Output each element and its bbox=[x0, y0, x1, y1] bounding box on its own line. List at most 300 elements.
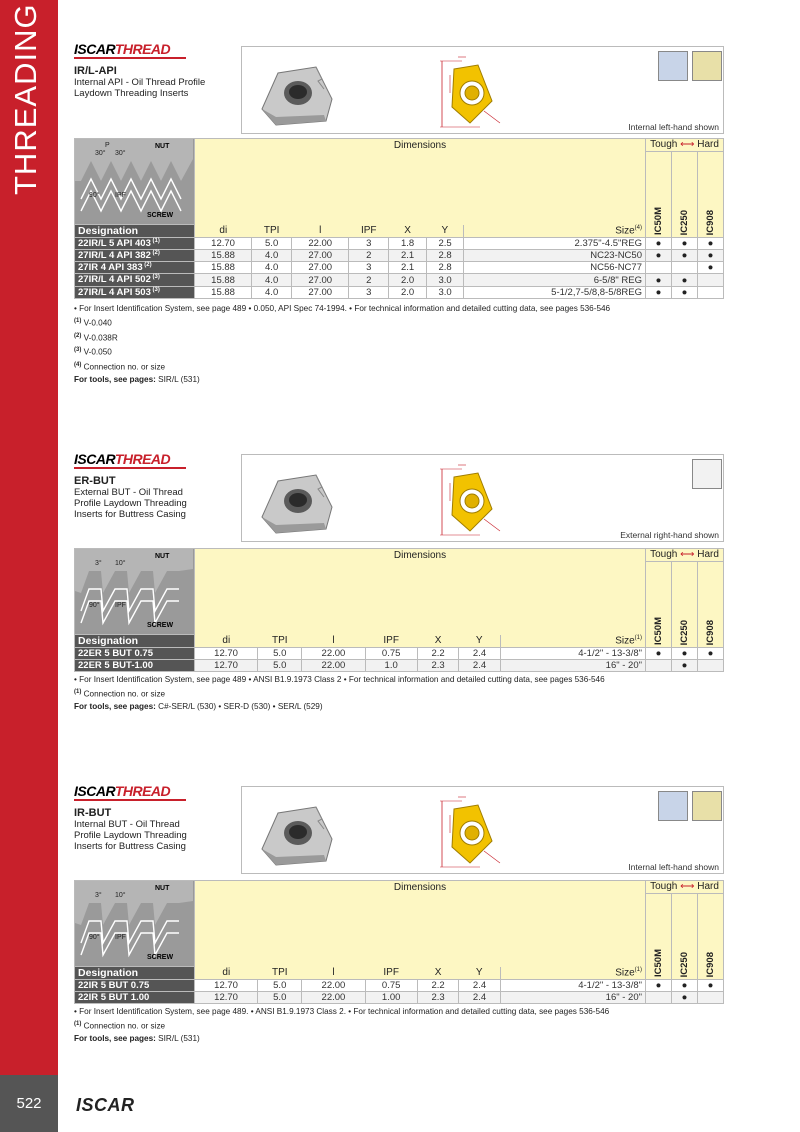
column-label: di bbox=[222, 967, 231, 979]
thread-profile-diagram bbox=[75, 549, 193, 631]
table-header-top bbox=[75, 881, 724, 894]
value-cell-tpi: 4.0 bbox=[252, 250, 292, 262]
value-cell-tpi: 5.0 bbox=[258, 648, 302, 660]
nut-label: NUT bbox=[155, 143, 170, 150]
column-label: IPF bbox=[360, 225, 377, 237]
svg-text:IPF: IPF bbox=[115, 934, 126, 941]
footnote-text: Connection no. or size bbox=[81, 689, 166, 699]
value-cell-l: 22.00 bbox=[302, 648, 365, 660]
table-row bbox=[75, 980, 724, 992]
value-cell-size: 4-1/2" - 13-3/8" bbox=[500, 648, 645, 660]
svg-text:IPF: IPF bbox=[115, 602, 126, 609]
table-header-cols bbox=[75, 635, 724, 648]
dimensions-label: Dimensions bbox=[393, 881, 447, 893]
insert-photo-wrap bbox=[256, 799, 336, 874]
value-cell-y: 3.0 bbox=[426, 274, 464, 286]
product-section-1 bbox=[74, 41, 724, 384]
description-line: Inserts for Buttress Casing bbox=[74, 841, 186, 852]
column-label: Size bbox=[615, 967, 635, 979]
header-spacer bbox=[195, 152, 646, 225]
footnote-text: Connection no. or size bbox=[81, 1021, 166, 1031]
column-label: TPI bbox=[271, 967, 288, 979]
footnotes bbox=[74, 1006, 724, 1045]
table-row bbox=[75, 250, 724, 262]
footnote-line bbox=[74, 330, 724, 345]
column-label: X bbox=[434, 635, 442, 647]
tools-label: For tools, see pages: bbox=[74, 374, 156, 384]
footnote-text: • For Insert Identification System, see page 489 • ANSI B1.9.1973 Class 2 • For technical information and detailed cutting data, see pages 536-546 bbox=[74, 675, 605, 684]
svg-text:30°: 30° bbox=[95, 150, 106, 157]
value-cell-size: NC56-NC77 bbox=[464, 262, 646, 274]
value-cell-size: 6-5/8" REG bbox=[464, 274, 646, 286]
footnote-line bbox=[74, 303, 724, 315]
grade-name: IC250 bbox=[679, 619, 690, 645]
dimensions-label: Dimensions bbox=[393, 549, 447, 561]
description-line: Internal API - Oil Thread Profile bbox=[74, 77, 206, 88]
column-label: Y bbox=[441, 225, 449, 237]
designation-cell bbox=[75, 648, 195, 660]
insert-drawing-wrap bbox=[422, 53, 532, 138]
column-label: di bbox=[222, 635, 231, 647]
double-arrow-icon: ⟷ bbox=[677, 549, 698, 560]
value-cell-ipf: 1.00 bbox=[365, 992, 417, 1004]
designation-text: 22IR/L 5 API 403 bbox=[78, 238, 151, 250]
table-row bbox=[75, 648, 724, 660]
value-cell-ipf: 3 bbox=[349, 238, 389, 250]
diagram-cell bbox=[75, 139, 195, 225]
value-cell-x: 2.1 bbox=[389, 250, 427, 262]
designation-cell bbox=[75, 250, 195, 262]
value-cell-tpi: 4.0 bbox=[252, 274, 292, 286]
designation-header: Designation bbox=[75, 225, 195, 238]
machining-icon-left bbox=[658, 791, 688, 821]
value-cell-l: 22.00 bbox=[302, 992, 365, 1004]
value-cell-ipf: 2 bbox=[349, 274, 389, 286]
product-description bbox=[74, 487, 224, 520]
value-cell-tpi: 4.0 bbox=[252, 286, 292, 298]
product-code: IR/L-API bbox=[74, 65, 117, 77]
value-cell-ipf: 3 bbox=[349, 286, 389, 298]
svg-text:10°: 10° bbox=[115, 892, 126, 899]
column-label: l bbox=[332, 967, 335, 979]
insert-drawing bbox=[422, 461, 532, 541]
column-header-tpi bbox=[258, 635, 302, 648]
footnote-text: Connection no. or size bbox=[81, 362, 166, 372]
column-header-ipf bbox=[349, 225, 389, 238]
column-header-tpi bbox=[258, 967, 302, 980]
footnotes bbox=[74, 674, 724, 713]
grade-availability-ic250 bbox=[672, 262, 698, 274]
description-line: Profile Laydown Threading bbox=[74, 498, 187, 509]
table-row bbox=[75, 992, 724, 1004]
nut-label: NUT bbox=[155, 885, 170, 892]
grade-availability-ic908: ● bbox=[698, 250, 724, 262]
grade-name: IC908 bbox=[705, 619, 716, 645]
footnote-marker: (1) bbox=[74, 1021, 82, 1027]
diagram-cell bbox=[75, 549, 195, 635]
value-cell-y: 2.4 bbox=[459, 992, 500, 1004]
column-header-di bbox=[195, 635, 258, 648]
grade-availability-ic250: ● bbox=[672, 980, 698, 992]
grade-scale-header bbox=[646, 139, 724, 152]
value-cell-x: 2.3 bbox=[417, 992, 458, 1004]
value-cell-di: 15.88 bbox=[195, 286, 252, 298]
column-header-size bbox=[500, 967, 645, 980]
product-description bbox=[74, 77, 224, 99]
footnote-text: • For Insert Identification System, see page 489. • ANSI B1.9.1973 Class 2. • For technical information and detailed cutting data, see pages 536-546 bbox=[74, 1007, 610, 1016]
column-label: di bbox=[219, 225, 228, 237]
product-image-box bbox=[241, 46, 724, 134]
grade-header-ic250 bbox=[672, 894, 698, 980]
column-label: Y bbox=[475, 967, 483, 979]
value-cell-di: 15.88 bbox=[195, 262, 252, 274]
footnote-marker: (1) bbox=[74, 689, 82, 695]
grade-header-ic908 bbox=[698, 152, 724, 238]
column-header-di bbox=[195, 967, 258, 980]
hard-label: Hard bbox=[697, 139, 719, 150]
svg-text:90°: 90° bbox=[89, 192, 100, 199]
value-cell-tpi: 5.0 bbox=[258, 660, 302, 672]
tools-pages: SIR/L (531) bbox=[155, 374, 200, 384]
footnote-line bbox=[74, 1006, 724, 1018]
value-cell-l: 27.00 bbox=[292, 274, 349, 286]
grade-availability-ic250: ● bbox=[672, 250, 698, 262]
column-header-y bbox=[459, 967, 500, 980]
svg-text:3°: 3° bbox=[95, 892, 102, 899]
machining-icon-right bbox=[692, 51, 722, 81]
column-header-l bbox=[302, 967, 365, 980]
grade-availability-ic250: ● bbox=[672, 238, 698, 250]
value-cell-y: 2.4 bbox=[459, 980, 500, 992]
description-line: External BUT - Oil Thread bbox=[74, 487, 183, 498]
screw-label: SCREW bbox=[147, 622, 174, 629]
footnotes bbox=[74, 303, 724, 386]
grade-header-ic50m bbox=[646, 152, 672, 238]
grade-header-ic908 bbox=[698, 894, 724, 980]
footnote-marker: (3) bbox=[74, 347, 82, 354]
logo-iscar-text: ISCAR bbox=[74, 41, 115, 57]
grade-name: IC50M bbox=[653, 207, 664, 235]
value-cell-y: 2.4 bbox=[459, 660, 500, 672]
grade-availability-ic50m: ● bbox=[646, 648, 672, 660]
grade-availability-ic908: ● bbox=[698, 980, 724, 992]
footnote-text: V-0.038R bbox=[81, 333, 118, 343]
product-section-2 bbox=[74, 451, 724, 711]
product-description bbox=[74, 819, 224, 852]
svg-text:3°: 3° bbox=[95, 560, 102, 567]
footnote-ref: (3) bbox=[150, 274, 160, 281]
svg-text:30°: 30° bbox=[115, 150, 126, 157]
hard-label: Hard bbox=[697, 881, 719, 892]
insert-drawing-wrap bbox=[422, 461, 532, 546]
table-row bbox=[75, 660, 724, 672]
value-cell-x: 2.1 bbox=[389, 262, 427, 274]
grade-availability-ic908: ● bbox=[698, 262, 724, 274]
column-label: TPI bbox=[271, 635, 288, 647]
column-label: Y bbox=[475, 635, 483, 647]
column-header-ipf bbox=[365, 635, 417, 648]
description-line: Internal BUT - Oil Thread bbox=[74, 819, 180, 830]
grade-header-ic50m bbox=[646, 894, 672, 980]
grade-header-ic50m bbox=[646, 562, 672, 648]
column-label: l bbox=[332, 635, 335, 647]
value-cell-di: 12.70 bbox=[195, 980, 258, 992]
value-cell-size: 5-1/2,7-5/8,8-5/8REG bbox=[464, 286, 646, 298]
svg-text:P: P bbox=[105, 142, 110, 149]
machining-icon bbox=[692, 459, 722, 489]
grade-availability-ic50m: ● bbox=[646, 980, 672, 992]
footnote-line bbox=[74, 315, 724, 330]
thread-profile-diagram bbox=[75, 881, 193, 963]
designation-text: 22ER 5 BUT-1.00 bbox=[78, 660, 153, 671]
image-caption: Internal left-hand shown bbox=[628, 862, 719, 872]
value-cell-x: 2.0 bbox=[389, 286, 427, 298]
tough-label: Tough bbox=[650, 549, 678, 560]
grade-header-ic908 bbox=[698, 562, 724, 648]
value-cell-ipf: 3 bbox=[349, 262, 389, 274]
value-cell-y: 2.4 bbox=[459, 648, 500, 660]
logo-underline bbox=[74, 467, 186, 469]
column-header-x bbox=[417, 967, 458, 980]
machining-icon-right bbox=[692, 791, 722, 821]
column-header-x bbox=[417, 635, 458, 648]
value-cell-y: 2.5 bbox=[426, 238, 464, 250]
table-header-top bbox=[75, 139, 724, 152]
designation-cell bbox=[75, 980, 195, 992]
column-label: l bbox=[319, 225, 322, 237]
designation-text: 27IR/L 4 API 502 bbox=[78, 274, 151, 286]
value-cell-di: 12.70 bbox=[195, 992, 258, 1004]
designation-text: 27IR 4 API 383 bbox=[78, 262, 143, 274]
insert-photo-wrap bbox=[256, 467, 336, 542]
header-spacer bbox=[195, 894, 646, 967]
value-cell-l: 27.00 bbox=[292, 286, 349, 298]
product-section-3 bbox=[74, 783, 724, 1043]
footnote-ref: (1) bbox=[150, 238, 160, 244]
footnote-ref: (1) bbox=[634, 967, 642, 974]
value-cell-l: 27.00 bbox=[292, 262, 349, 274]
nut-label: NUT bbox=[155, 553, 170, 560]
image-caption: Internal left-hand shown bbox=[628, 122, 719, 132]
tools-label: For tools, see pages: bbox=[74, 1033, 156, 1043]
footnote-marker: (1) bbox=[74, 318, 82, 324]
footnote-line bbox=[74, 686, 724, 701]
footnote-ref: (1) bbox=[634, 635, 642, 642]
grade-availability-ic50m: ● bbox=[646, 286, 672, 298]
machining-icon-left bbox=[658, 51, 688, 81]
grade-availability-ic250: ● bbox=[672, 992, 698, 1004]
value-cell-tpi: 5.0 bbox=[252, 238, 292, 250]
side-title: THREADING bbox=[8, 3, 43, 195]
table-header-cols bbox=[75, 967, 724, 980]
table-header-cols bbox=[75, 225, 724, 238]
product-image-box bbox=[241, 786, 724, 874]
logo-iscar-text: ISCAR bbox=[74, 451, 115, 467]
diagram-cell bbox=[75, 881, 195, 967]
tools-reference bbox=[74, 1033, 724, 1045]
column-header-l bbox=[302, 635, 365, 648]
insert-drawing bbox=[422, 793, 532, 873]
designation-text: 22IR 5 BUT 0.75 bbox=[78, 980, 150, 991]
grade-header-ic250 bbox=[672, 152, 698, 238]
column-header-di bbox=[195, 225, 252, 238]
column-header-y bbox=[426, 225, 464, 238]
double-arrow-icon: ⟷ bbox=[677, 881, 698, 892]
designation-header: Designation bbox=[75, 635, 195, 648]
tools-pages: SIR/L (531) bbox=[155, 1033, 200, 1043]
insert-photo-wrap bbox=[256, 59, 336, 134]
dimensions-label: Dimensions bbox=[393, 139, 447, 151]
header-spacer bbox=[195, 562, 646, 635]
value-cell-di: 15.88 bbox=[195, 274, 252, 286]
grade-availability-ic50m: ● bbox=[646, 274, 672, 286]
product-code: IR-BUT bbox=[74, 807, 112, 819]
image-caption: External right-hand shown bbox=[620, 530, 719, 540]
thread-profile-diagram bbox=[75, 139, 193, 221]
value-cell-x: 2.3 bbox=[417, 660, 458, 672]
column-header-size bbox=[464, 225, 646, 238]
value-cell-tpi: 4.0 bbox=[252, 262, 292, 274]
value-cell-x: 1.8 bbox=[389, 238, 427, 250]
footnote-line bbox=[74, 344, 724, 359]
grade-availability-ic250: ● bbox=[672, 648, 698, 660]
value-cell-l: 22.00 bbox=[302, 980, 365, 992]
footnote-line bbox=[74, 674, 724, 686]
dimensions-header bbox=[195, 139, 646, 152]
value-cell-tpi: 5.0 bbox=[258, 980, 302, 992]
value-cell-l: 22.00 bbox=[292, 238, 349, 250]
grade-name: IC250 bbox=[679, 951, 690, 977]
tools-reference bbox=[74, 701, 724, 713]
hard-label: Hard bbox=[697, 549, 719, 560]
screw-label: SCREW bbox=[147, 212, 174, 219]
value-cell-y: 2.8 bbox=[426, 250, 464, 262]
tough-label: Tough bbox=[650, 139, 678, 150]
product-image-box bbox=[241, 454, 724, 542]
column-header-tpi bbox=[252, 225, 292, 238]
footnote-line bbox=[74, 359, 724, 374]
logo-underline bbox=[74, 799, 186, 801]
footnote-text: V-0.050 bbox=[81, 348, 112, 358]
value-cell-ipf: 2 bbox=[349, 250, 389, 262]
footnote-ref: (4) bbox=[634, 225, 642, 232]
value-cell-di: 15.88 bbox=[195, 250, 252, 262]
designation-cell bbox=[75, 274, 195, 286]
description-line: Laydown Threading Inserts bbox=[74, 88, 189, 99]
designation-cell bbox=[75, 262, 195, 274]
value-cell-di: 12.70 bbox=[195, 238, 252, 250]
grade-name: IC250 bbox=[679, 209, 690, 235]
designation-cell bbox=[75, 286, 195, 298]
logo-thread-text: THREAD bbox=[114, 451, 171, 467]
column-label: Size bbox=[615, 225, 635, 237]
grade-availability-ic50m: ● bbox=[646, 250, 672, 262]
grade-availability-ic50m bbox=[646, 262, 672, 274]
product-code: ER-BUT bbox=[74, 475, 116, 487]
grade-availability-ic250: ● bbox=[672, 274, 698, 286]
value-cell-ipf: 0.75 bbox=[365, 980, 417, 992]
footer-brand: ISCAR bbox=[76, 1095, 135, 1115]
grade-scale-header bbox=[646, 881, 724, 894]
double-arrow-icon: ⟷ bbox=[677, 139, 698, 150]
logo-thread-text: THREAD bbox=[114, 783, 171, 799]
designation-header: Designation bbox=[75, 967, 195, 980]
grade-header-ic250 bbox=[672, 562, 698, 648]
description-line: Inserts for Buttress Casing bbox=[74, 509, 186, 520]
value-cell-tpi: 5.0 bbox=[258, 992, 302, 1004]
table-header-top bbox=[75, 549, 724, 562]
spec-table bbox=[74, 138, 724, 299]
page-number: 522 bbox=[0, 1075, 58, 1132]
column-header-x bbox=[389, 225, 427, 238]
grade-name: IC50M bbox=[653, 949, 664, 977]
value-cell-x: 2.2 bbox=[417, 648, 458, 660]
spec-table bbox=[74, 880, 724, 1004]
grade-availability-ic908: ● bbox=[698, 238, 724, 250]
footnote-ref: (2) bbox=[150, 250, 160, 257]
grade-availability-ic908 bbox=[698, 660, 724, 672]
logo-underline bbox=[74, 57, 186, 59]
designation-cell bbox=[75, 238, 195, 250]
value-cell-di: 12.70 bbox=[195, 660, 258, 672]
column-label: X bbox=[404, 225, 411, 237]
svg-text:10°: 10° bbox=[115, 560, 126, 567]
value-cell-di: 12.70 bbox=[195, 648, 258, 660]
footnote-text: V-0.040 bbox=[81, 318, 112, 328]
description-line: Profile Laydown Threading bbox=[74, 830, 187, 841]
grade-availability-ic908 bbox=[698, 992, 724, 1004]
tools-label: For tools, see pages: bbox=[74, 701, 156, 711]
insert-drawing bbox=[422, 53, 532, 133]
insert-photo bbox=[256, 799, 336, 869]
value-cell-x: 2.0 bbox=[389, 274, 427, 286]
designation-cell bbox=[75, 992, 195, 1004]
designation-text: 22ER 5 BUT 0.75 bbox=[78, 648, 153, 659]
value-cell-size: 2.375"-4.5"REG bbox=[464, 238, 646, 250]
grade-name: IC50M bbox=[653, 617, 664, 645]
value-cell-l: 27.00 bbox=[292, 250, 349, 262]
footnote-ref: (3) bbox=[150, 286, 160, 293]
value-cell-l: 22.00 bbox=[302, 660, 365, 672]
column-header-l bbox=[292, 225, 349, 238]
column-label: IPF bbox=[383, 635, 399, 647]
value-cell-size: 16" - 20" bbox=[500, 660, 645, 672]
column-header-size bbox=[500, 635, 645, 648]
insert-photo bbox=[256, 467, 336, 537]
grade-availability-ic50m bbox=[646, 660, 672, 672]
tough-label: Tough bbox=[650, 881, 678, 892]
grade-availability-ic50m: ● bbox=[646, 238, 672, 250]
value-cell-y: 2.8 bbox=[426, 262, 464, 274]
grade-availability-ic50m bbox=[646, 992, 672, 1004]
column-header-y bbox=[459, 635, 500, 648]
value-cell-ipf: 1.0 bbox=[365, 660, 417, 672]
designation-cell bbox=[75, 660, 195, 672]
svg-text:90°: 90° bbox=[89, 602, 100, 609]
insert-photo bbox=[256, 59, 336, 129]
column-label: Size bbox=[615, 635, 635, 647]
table-row bbox=[75, 238, 724, 250]
footnote-ref: (2) bbox=[142, 262, 152, 269]
column-label: IPF bbox=[383, 967, 399, 979]
value-cell-x: 2.2 bbox=[417, 980, 458, 992]
column-header-ipf bbox=[365, 967, 417, 980]
grade-availability-ic908 bbox=[698, 274, 724, 286]
value-cell-ipf: 0.75 bbox=[365, 648, 417, 660]
value-cell-size: 4-1/2" - 13-3/8" bbox=[500, 980, 645, 992]
svg-text:IPF: IPF bbox=[115, 192, 126, 199]
insert-drawing-wrap bbox=[422, 793, 532, 878]
